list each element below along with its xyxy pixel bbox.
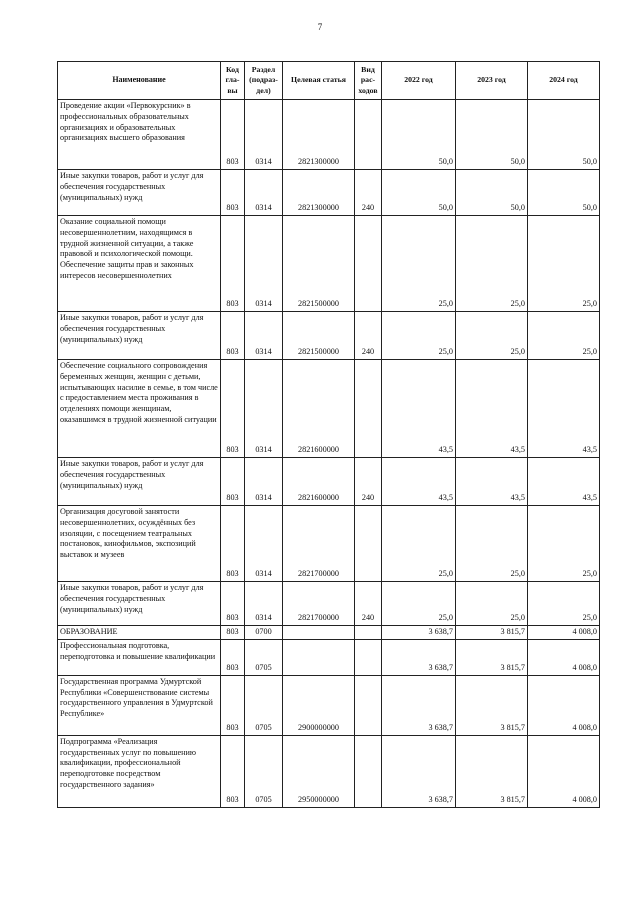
row-2023: 50,0 — [456, 170, 528, 216]
row-2023: 25,0 — [456, 506, 528, 582]
table-row — [58, 360, 600, 458]
row-name: ОБРАЗОВАНИЕ — [58, 626, 221, 640]
row-section: 0314 — [245, 458, 283, 506]
row-2022: 50,0 — [382, 100, 456, 170]
row-2024: 4 008,0 — [528, 735, 600, 807]
row-2023: 3 815,7 — [456, 735, 528, 807]
row-expense-type — [355, 360, 382, 458]
row-2024: 4 008,0 — [528, 626, 600, 640]
row-expense-type — [355, 675, 382, 735]
row-2024: 25,0 — [528, 506, 600, 582]
row-section: 0700 — [245, 626, 283, 640]
row-expense-type — [355, 639, 382, 675]
row-expense-type: 240 — [355, 312, 382, 360]
row-section: 0705 — [245, 675, 283, 735]
row-expense-type — [355, 216, 382, 312]
row-expense-type: 240 — [355, 170, 382, 216]
row-chapter: 803 — [221, 582, 245, 626]
row-2024: 25,0 — [528, 582, 600, 626]
row-chapter: 803 — [221, 458, 245, 506]
col-header-2023: 2023 год — [456, 62, 528, 100]
row-2023: 3 815,7 — [456, 639, 528, 675]
row-2022: 3 638,7 — [382, 626, 456, 640]
row-chapter: 803 — [221, 216, 245, 312]
row-2024: 4 008,0 — [528, 675, 600, 735]
row-2024: 50,0 — [528, 100, 600, 170]
row-chapter: 803 — [221, 100, 245, 170]
row-chapter: 803 — [221, 170, 245, 216]
row-target: 2821300000 — [283, 100, 355, 170]
page-number: 7 — [317, 22, 323, 32]
row-chapter: 803 — [221, 626, 245, 640]
col-header-section: Раздел (подраз- дел) — [245, 62, 283, 100]
table-row — [58, 458, 600, 506]
col-header-expense-type: Вид рас- ходов — [355, 62, 382, 100]
row-2022: 43,5 — [382, 360, 456, 458]
table-row — [58, 100, 600, 170]
row-target: 2900000000 — [283, 675, 355, 735]
table-body — [58, 100, 600, 808]
row-2023: 43,5 — [456, 360, 528, 458]
row-expense-type — [355, 100, 382, 170]
table-row — [58, 639, 600, 675]
row-2022: 3 638,7 — [382, 735, 456, 807]
row-chapter: 803 — [221, 360, 245, 458]
row-section: 0314 — [245, 582, 283, 626]
col-header-target: Целевая статья — [283, 62, 355, 100]
row-expense-type — [355, 735, 382, 807]
row-name: Профессиональная подготовка, переподготовка и повышение квалификации — [58, 639, 221, 675]
col-header-2024: 2024 год — [528, 62, 600, 100]
row-2023: 25,0 — [456, 312, 528, 360]
row-section: 0314 — [245, 360, 283, 458]
row-section: 0314 — [245, 170, 283, 216]
row-name: Проведение акции «Первокурсник» в профессиональных образовательных организациях и образовательных организациях высшего образования — [58, 100, 221, 170]
table-row — [58, 582, 600, 626]
table-row — [58, 626, 600, 640]
row-2022: 25,0 — [382, 312, 456, 360]
row-expense-type — [355, 506, 382, 582]
row-chapter: 803 — [221, 312, 245, 360]
table-row — [58, 675, 600, 735]
row-name: Оказание социальной помощи несовершеннолетним, находящимся в трудной жизненной ситуации, а также правовой и психологической помощи. Обеспечение защиты прав и законных интересов несовершеннолетних — [58, 216, 221, 312]
row-2023: 43,5 — [456, 458, 528, 506]
col-header-chapter: Код гла- вы — [221, 62, 245, 100]
row-2023: 3 815,7 — [456, 675, 528, 735]
row-2024: 43,5 — [528, 360, 600, 458]
row-2023: 3 815,7 — [456, 626, 528, 640]
row-target: 2821300000 — [283, 170, 355, 216]
row-chapter: 803 — [221, 506, 245, 582]
row-target: 2821700000 — [283, 582, 355, 626]
row-name: Иные закупки товаров, работ и услуг для обеспечения государственных (муниципальных) нужд — [58, 458, 221, 506]
row-name: Государственная программа Удмуртской Республики «Совершенствование системы государственного управления в Удмуртской Республике» — [58, 675, 221, 735]
row-2022: 25,0 — [382, 216, 456, 312]
table-header-row — [58, 62, 600, 100]
row-target: 2821500000 — [283, 312, 355, 360]
row-target: 2821500000 — [283, 216, 355, 312]
row-target: 2821600000 — [283, 458, 355, 506]
table-row — [58, 506, 600, 582]
row-chapter: 803 — [221, 675, 245, 735]
row-target: 2821600000 — [283, 360, 355, 458]
row-chapter: 803 — [221, 735, 245, 807]
row-name: Организация досуговой занятости несовершеннолетних, осуждённых без изоляции, с посещением театральных постановок, кинофильмов, экспозиций выставок и музеев — [58, 506, 221, 582]
row-expense-type: 240 — [355, 582, 382, 626]
row-target: 2821700000 — [283, 506, 355, 582]
table-row — [58, 170, 600, 216]
row-2022: 50,0 — [382, 170, 456, 216]
row-2022: 3 638,7 — [382, 639, 456, 675]
row-chapter: 803 — [221, 639, 245, 675]
row-expense-type: 240 — [355, 458, 382, 506]
row-target: 2950000000 — [283, 735, 355, 807]
row-name: Иные закупки товаров, работ и услуг для обеспечения государственных (муниципальных) нужд — [58, 582, 221, 626]
row-2023: 50,0 — [456, 100, 528, 170]
row-name: Иные закупки товаров, работ и услуг для обеспечения государственных (муниципальных) нужд — [58, 170, 221, 216]
row-section: 0314 — [245, 216, 283, 312]
row-name: Иные закупки товаров, работ и услуг для обеспечения государственных (муниципальных) нужд — [58, 312, 221, 360]
row-section: 0314 — [245, 100, 283, 170]
row-2022: 25,0 — [382, 582, 456, 626]
row-2024: 25,0 — [528, 216, 600, 312]
row-2024: 25,0 — [528, 312, 600, 360]
row-2023: 25,0 — [456, 582, 528, 626]
row-2024: 43,5 — [528, 458, 600, 506]
row-2022: 25,0 — [382, 506, 456, 582]
row-2024: 4 008,0 — [528, 639, 600, 675]
row-section: 0314 — [245, 506, 283, 582]
budget-table — [57, 61, 600, 808]
table-row — [58, 312, 600, 360]
row-target — [283, 626, 355, 640]
row-2022: 43,5 — [382, 458, 456, 506]
row-name: Обеспечение социального сопровождения беременных женщин, женщин с детьми, испытывающих насилие в семье, в том числе с предоставлением места проживания в отделениях помощи женщинам, оказавшимся в трудной жизненной ситуации — [58, 360, 221, 458]
row-name: Подпрограмма «Реализация государственных услуг по повышению квалификации, профессиональной переподготовке посредством государственного задания» — [58, 735, 221, 807]
col-header-name: Наименование — [58, 62, 221, 100]
table-row — [58, 735, 600, 807]
row-section: 0705 — [245, 735, 283, 807]
row-section: 0314 — [245, 312, 283, 360]
col-header-2022: 2022 год — [382, 62, 456, 100]
row-expense-type — [355, 626, 382, 640]
row-target — [283, 639, 355, 675]
row-2023: 25,0 — [456, 216, 528, 312]
row-section: 0705 — [245, 639, 283, 675]
row-2024: 50,0 — [528, 170, 600, 216]
row-2022: 3 638,7 — [382, 675, 456, 735]
table-row — [58, 216, 600, 312]
